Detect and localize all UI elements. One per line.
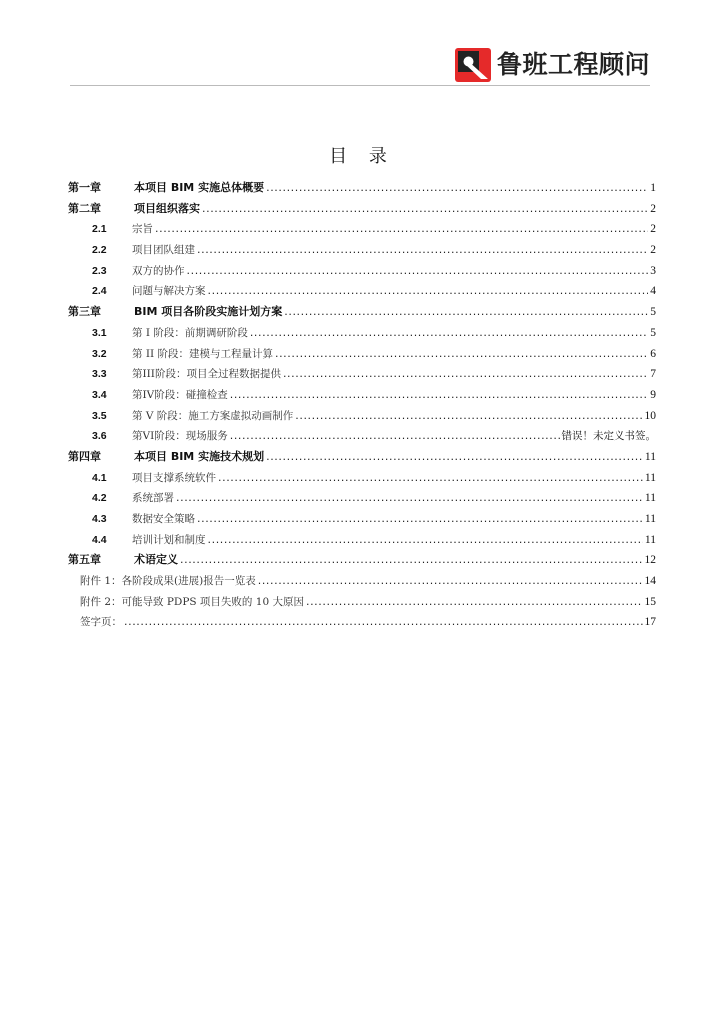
dot-leader xyxy=(230,426,560,447)
toc-entry-link[interactable] xyxy=(134,302,656,323)
toc-entry-number: 4.3 xyxy=(92,513,107,525)
toc-entry-number: 第二章 xyxy=(68,201,101,215)
toc-title: 目 录 xyxy=(329,146,395,167)
dot-leader xyxy=(306,592,643,613)
toc-entry[interactable] xyxy=(68,219,656,240)
toc-entry-page: 错误！未定义书签。 xyxy=(561,430,656,443)
toc-entry-link[interactable] xyxy=(132,240,656,261)
page-header xyxy=(70,44,650,86)
toc-entry-page: 1 xyxy=(650,182,656,194)
toc-entry-link[interactable] xyxy=(132,509,656,530)
toc-entry-number: 4.2 xyxy=(92,492,107,505)
toc-entry[interactable] xyxy=(68,240,656,261)
toc-entry-page: 14 xyxy=(644,575,656,588)
toc-entry-number: 3.1 xyxy=(92,326,107,339)
toc-entry-page: 11 xyxy=(644,492,656,505)
toc-entry-page: 11 xyxy=(644,471,656,484)
toc-entry[interactable] xyxy=(68,344,656,365)
toc-entry-link[interactable] xyxy=(132,344,656,365)
toc-entry[interactable] xyxy=(68,323,656,344)
toc-entry-label: BIM 项目各阶段实施计划方案 xyxy=(134,305,283,319)
table-of-contents xyxy=(68,178,656,633)
toc-entry-label: 附件 2：可能导致 PDPS 项目失败的 10 大原因 xyxy=(80,595,304,608)
toc-entry-link[interactable] xyxy=(132,323,656,344)
toc-entry-page: 4 xyxy=(650,285,656,298)
dot-leader xyxy=(218,468,643,489)
toc-entry[interactable] xyxy=(68,530,656,551)
toc-entry-number: 2.4 xyxy=(92,285,107,298)
dot-leader xyxy=(208,530,643,551)
toc-entry-link[interactable] xyxy=(132,261,656,282)
toc-entry-link[interactable] xyxy=(134,178,656,199)
toc-entry-label: 第 I 阶段：前期调研阶段 xyxy=(132,326,248,339)
toc-entry-link[interactable] xyxy=(132,468,656,489)
toc-entry-link[interactable] xyxy=(134,199,656,220)
dot-leader xyxy=(266,178,648,199)
toc-entry[interactable] xyxy=(68,571,656,592)
toc-entry-link[interactable] xyxy=(134,550,656,571)
toc-entry-link[interactable] xyxy=(132,385,656,406)
dot-leader xyxy=(266,447,643,468)
toc-entry[interactable] xyxy=(68,509,656,530)
toc-entry[interactable] xyxy=(68,447,656,468)
toc-entry[interactable] xyxy=(68,364,656,385)
toc-entry-number: 2.3 xyxy=(92,264,107,277)
toc-entry-number: 3.2 xyxy=(92,347,107,360)
toc-entry-label: 数据安全策略 xyxy=(132,513,195,525)
toc-entry-label: 附件 1：各阶段成果(进展)报告一览表 xyxy=(80,575,256,588)
toc-entry[interactable] xyxy=(68,385,656,406)
toc-entry-number: 2.1 xyxy=(92,223,107,236)
toc-entry-label: 问题与解决方案 xyxy=(132,285,206,298)
toc-entry-label: 项目支撑系统软件 xyxy=(132,471,216,484)
toc-entry-label: 第 II 阶段：建模与工程量计算 xyxy=(132,347,273,360)
toc-entry-label: 宗旨 xyxy=(132,223,153,236)
toc-entry-number: 第一章 xyxy=(68,181,101,194)
toc-entry-page: 5 xyxy=(650,326,656,339)
toc-entry[interactable] xyxy=(68,281,656,302)
dot-leader xyxy=(202,199,648,220)
toc-entry-page: 15 xyxy=(644,595,656,608)
dot-leader xyxy=(230,385,649,406)
dot-leader xyxy=(250,323,648,344)
toc-entry-page: 11 xyxy=(644,533,656,546)
toc-entry-link[interactable] xyxy=(132,219,656,240)
toc-entry-page: 2 xyxy=(650,223,656,236)
toc-entry-link[interactable] xyxy=(80,592,656,613)
toc-entry-link[interactable] xyxy=(80,612,656,633)
toc-entry[interactable] xyxy=(68,426,656,447)
dot-leader xyxy=(208,281,649,302)
toc-entry-number: 3.6 xyxy=(92,430,107,443)
toc-entry-label: 术语定义 xyxy=(134,553,178,567)
dot-leader xyxy=(197,240,648,261)
dot-leader xyxy=(176,488,643,509)
company-logo xyxy=(455,48,650,82)
header-divider xyxy=(70,85,650,86)
company-logo-text: 鲁班工程顾问 xyxy=(496,50,650,79)
toc-entry[interactable] xyxy=(68,178,656,199)
toc-entry-page: 6 xyxy=(650,347,656,360)
toc-entry-label: 签字页： xyxy=(80,616,122,629)
toc-entry-label: 第 V 阶段：施工方案虚拟动画制作 xyxy=(132,409,294,422)
toc-entry-label: 培训计划和制度 xyxy=(132,533,206,546)
toc-entry-number: 第三章 xyxy=(68,305,101,319)
toc-entry-label: 本项目 BIM 实施总体概要 xyxy=(134,181,265,194)
toc-entry-link[interactable] xyxy=(132,406,656,427)
dot-leader xyxy=(124,612,643,633)
toc-entry-page: 2 xyxy=(650,244,656,257)
company-logo-icon xyxy=(455,48,491,82)
toc-entry[interactable] xyxy=(68,612,656,633)
toc-entry-label: 项目组织落实 xyxy=(134,201,200,215)
toc-entry-number: 4.1 xyxy=(92,471,107,484)
dot-leader xyxy=(283,364,648,385)
toc-entry-number: 第五章 xyxy=(68,553,101,567)
toc-entry-page: 2 xyxy=(650,202,656,215)
toc-entry-page: 7 xyxy=(650,368,656,381)
toc-entry-page: 10 xyxy=(644,409,656,422)
toc-entry-link[interactable] xyxy=(132,426,656,447)
toc-entry-number: 3.4 xyxy=(92,388,107,401)
toc-entry[interactable] xyxy=(68,488,656,509)
dot-leader xyxy=(187,261,649,282)
toc-entry-number: 4.4 xyxy=(92,533,107,546)
toc-entry-link[interactable] xyxy=(80,571,656,592)
toc-entry[interactable] xyxy=(68,199,656,220)
toc-entry-label: 双方的协作 xyxy=(132,264,185,277)
toc-entry-link[interactable] xyxy=(132,488,656,509)
dot-leader xyxy=(155,219,648,240)
dot-leader xyxy=(284,302,648,323)
toc-entry-page: 9 xyxy=(650,388,656,401)
toc-entry[interactable] xyxy=(68,468,656,489)
toc-entry-number: 3.5 xyxy=(92,409,107,422)
toc-entry-label: 第III阶段：项目全过程数据提供 xyxy=(132,368,281,381)
toc-entry-label: 系统部署 xyxy=(132,492,174,505)
toc-entry-label: 项目团队组建 xyxy=(132,244,195,257)
toc-entry-page: 5 xyxy=(650,306,656,319)
toc-entry-page: 11 xyxy=(644,450,656,463)
toc-entry-page: 17 xyxy=(644,616,656,629)
toc-entry-label: 第IV阶段：碰撞检查 xyxy=(132,388,228,401)
toc-entry-number: 2.2 xyxy=(92,244,107,257)
toc-entry[interactable] xyxy=(68,406,656,427)
toc-entry[interactable] xyxy=(68,550,656,571)
toc-entry-label: 本项目 BIM 实施技术规划 xyxy=(134,449,265,463)
dot-leader xyxy=(197,509,643,530)
toc-entry-link[interactable] xyxy=(132,364,656,385)
dot-leader xyxy=(275,344,648,365)
toc-entry[interactable] xyxy=(68,261,656,282)
toc-entry-label: 第VI阶段：现场服务 xyxy=(132,430,228,443)
toc-entry[interactable] xyxy=(68,592,656,613)
toc-entry-number: 3.3 xyxy=(92,368,107,381)
toc-entry-page: 11 xyxy=(644,513,656,525)
toc-entry-link[interactable] xyxy=(132,530,656,551)
toc-entry-number: 第四章 xyxy=(68,449,101,463)
dot-leader xyxy=(180,550,643,571)
toc-entry-page: 3 xyxy=(650,264,656,277)
dot-leader xyxy=(295,406,642,427)
dot-leader xyxy=(258,571,643,592)
toc-entry-link[interactable] xyxy=(132,281,656,302)
toc-entry[interactable] xyxy=(68,302,656,323)
toc-entry-link[interactable] xyxy=(134,447,656,468)
toc-entry-page: 12 xyxy=(644,554,656,567)
